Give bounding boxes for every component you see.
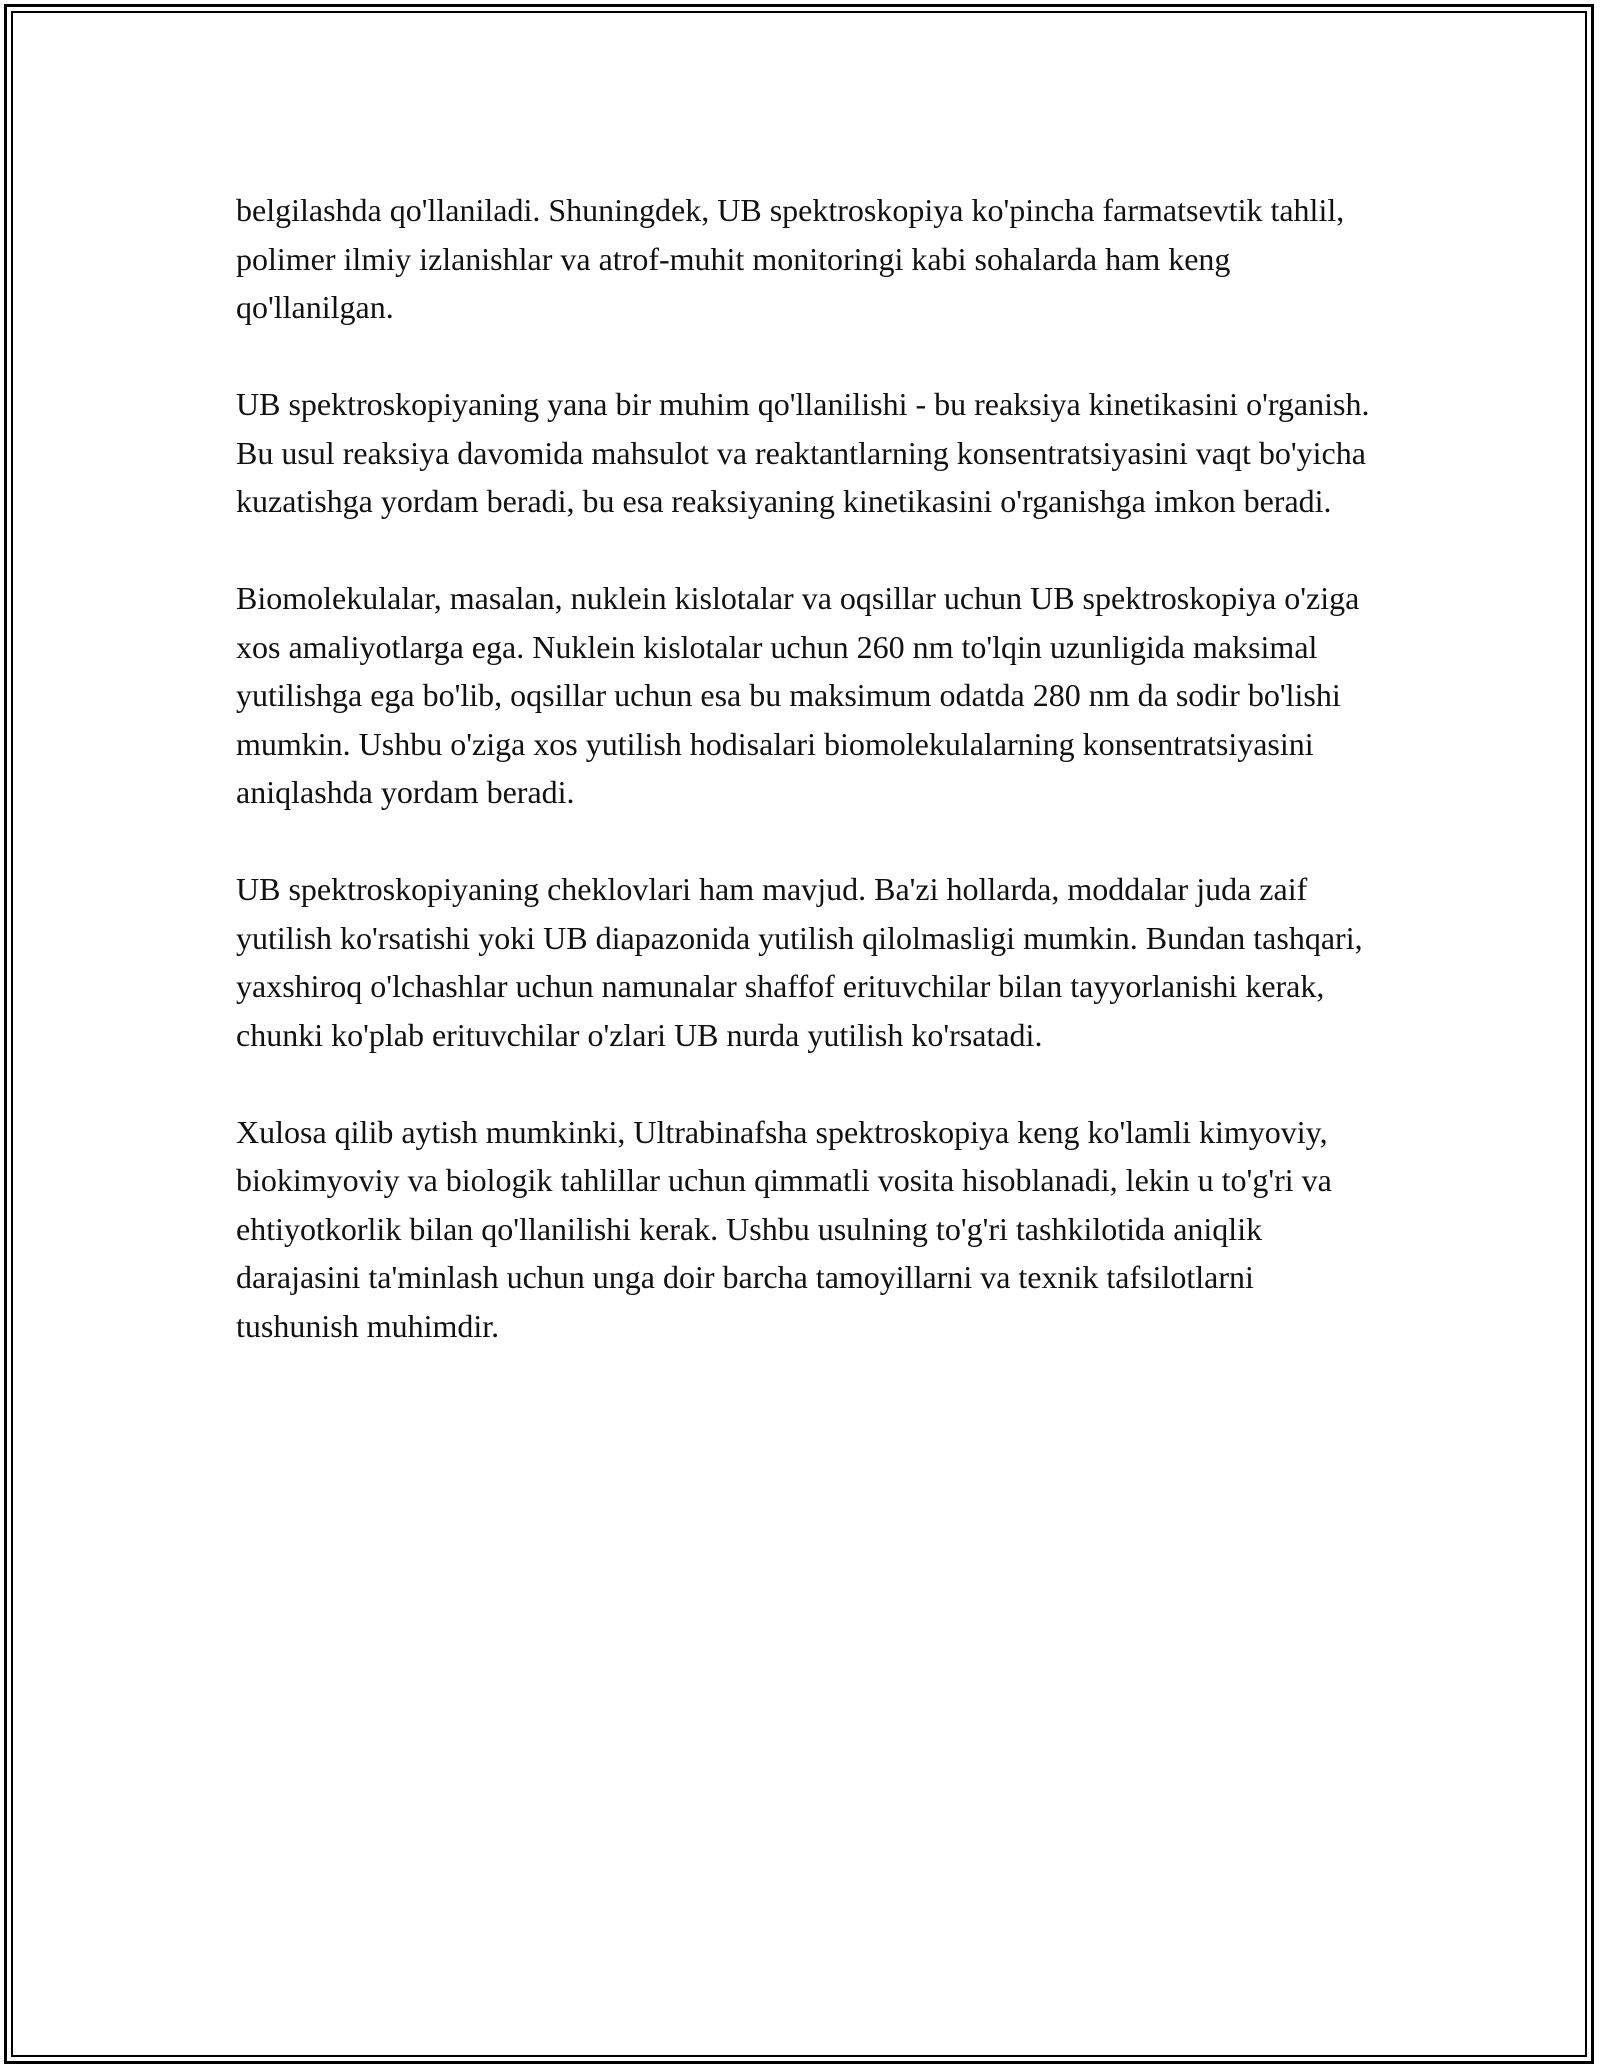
paragraph-limitations: UB spektroskopiyaning cheklovlari ham mavjud. Ba'zi hollarda, moddalar juda zaif yutilish ko'rsatishi yoki UB diapazonida yutilish qilolmasligi mumkin. Bundan tashqari, yaxshiroq o'lchashlar uchun namunalar shaffof erituvchilar bilan tayyorlanishi kerak, chunki ko'plab erituvchilar o'zlari UB nurda yutilish ko'rsatadi.: [236, 871, 1363, 1053]
paragraph-biomolecules: Biomolekulalar, masalan, nuklein kislotalar va oqsillar uchun UB spektroskopiya o'ziga xos amaliyotlarga ega. Nuklein kislotalar uchun 260 nm to'lqin uzunligida maksimal yutilishga ega bo'lib, oqsillar uchun esa bu maksimum odatda 280 nm da sodir bo'lishi mumkin. Ushbu o'ziga xos yutilish hodisalari biomolekulalarning konsentratsiyasini aniqlashda yordam beradi.: [236, 580, 1360, 810]
paragraph-applications: belgilashda qo'llaniladi. Shuningdek, UB spektroskopiya ko'pincha farmatsevtik tahlil, polimer ilmiy izlanishlar va atrof-muhit monitoringi kabi sohalarda ham keng qo'llanilgan.: [236, 192, 1345, 325]
document-body: [236, 186, 1376, 1399]
paragraph-conclusion: Xulosa qilib aytish mumkinki, Ultrabinafsha spektroskopiya keng ko'lamli kimyoviy, biokimyoviy va biologik tahlillar uchun qimmatli vosita hisoblanadi, lekin u to'g'ri va ehtiyotkorlik bilan qo'llanilishi kerak. Ushbu usulning to'g'ri tashkilotida aniqlik darajasini ta'minlash uchun unga doir barcha tamoyillarni va texnik tafsilotlarni tushunish muhimdir.: [236, 1113, 1332, 1344]
paragraph-kinetics: UB spektroskopiyaning yana bir muhim qo'llanilishi - bu reaksiya kinetikasini o'rganish. Bu usul reaksiya davomida mahsulot va reaktantlarning konsentratsiyasini vaqt bo'yicha kuzatishga yordam beradi, bu esa reaksiyaning kinetikasini o'rganishga imkon beradi.: [236, 386, 1370, 519]
